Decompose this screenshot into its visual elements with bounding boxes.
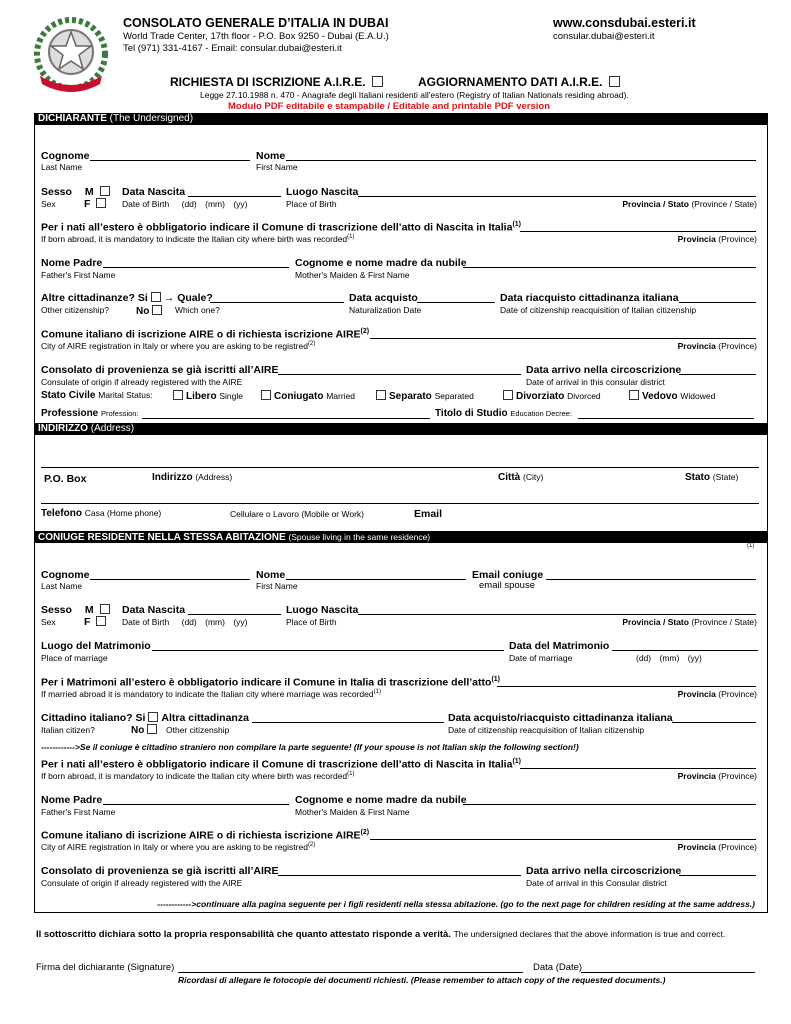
libero-option[interactable] xyxy=(170,390,243,402)
altra-cit-text: Altra cittadinanza xyxy=(161,712,249,724)
sp-consolato-prov-label: Consolato di provenienza se già iscritti all’AIRE xyxy=(41,865,279,877)
yy-hint: (yy) xyxy=(233,199,248,209)
cit-italiano-si-checkbox[interactable] xyxy=(148,712,158,722)
data-field[interactable] xyxy=(583,961,753,972)
no-text: No xyxy=(136,306,150,317)
naturalization-hint: Naturalization Date xyxy=(349,305,422,315)
request-checkbox[interactable] xyxy=(372,76,383,87)
dob-hint-text: Date of Birth xyxy=(122,199,170,209)
sp-dob-hint-text: Date of Birth xyxy=(122,617,170,627)
luogo-matr-line xyxy=(152,650,504,651)
which-one-hint: Which one? xyxy=(175,305,220,315)
data-arrivo-label: Data arrivo nella circoscrizione xyxy=(526,364,682,376)
sup-1c: (1) xyxy=(491,676,500,683)
sup-1-top: (1) xyxy=(747,543,755,549)
provincia-en-3: (Province) xyxy=(718,689,757,699)
pdf-note: Modulo PDF editabile e stampabile / Editable and printable PDF version xyxy=(228,101,550,112)
firma-label: Firma del dichiarante (Signature) xyxy=(36,962,175,973)
prov-stato-text: Provincia / Stato xyxy=(622,199,689,209)
sesso-label xyxy=(41,186,113,198)
update-checkbox[interactable] xyxy=(609,76,620,87)
matr-dd: (dd) xyxy=(636,653,652,663)
website-link[interactable]: www.consdubai.esteri.it xyxy=(553,16,696,30)
cognome-line xyxy=(90,160,250,161)
luogo-nascita-field[interactable] xyxy=(360,185,754,196)
sp-last-name-hint: Last Name xyxy=(41,581,83,591)
sp-cognome-line xyxy=(90,579,250,580)
reacq-hint: Date of citizenship reacquisition of Italian citizenship xyxy=(500,305,697,315)
luogo-nascita-line xyxy=(358,196,756,197)
titolo-line xyxy=(578,418,754,419)
married-text: Married xyxy=(326,391,356,401)
section-dichiarante xyxy=(34,113,768,125)
separato-option[interactable] xyxy=(373,390,474,402)
provincia-hint-5 xyxy=(678,842,757,852)
section-coniuge-sub: (Spouse living in the same residence) xyxy=(288,532,431,542)
libero-checkbox[interactable] xyxy=(173,390,183,400)
sp-comune-aire-hint xyxy=(41,842,315,852)
sp-luogo-nascita-field[interactable] xyxy=(360,603,754,614)
nati-estero-field[interactable] xyxy=(522,220,754,231)
sp-nome-label: Nome xyxy=(256,569,286,581)
data-riacquisto-line xyxy=(679,302,756,303)
nati-estero-line xyxy=(520,231,756,232)
nome-padre-field[interactable] xyxy=(105,256,287,267)
mm-hint: (mm) xyxy=(205,199,225,209)
frame-left xyxy=(34,113,35,913)
sup-2: (2) xyxy=(360,328,370,335)
prov-stato-hint xyxy=(622,199,757,209)
f-text: F xyxy=(84,198,91,210)
sp-dd-hint: (dd) xyxy=(181,617,197,627)
sp-m-text: M xyxy=(84,604,94,616)
provincia-text-4: Provincia xyxy=(677,771,716,781)
luogo-matr-field[interactable] xyxy=(154,639,502,650)
spouse-note: ------------>Se il coniuge è cittadino straniero non compilare la parte seguente! (If your spouse is not Italian skip the following section!) xyxy=(41,742,579,752)
marital-text: Marital Status: xyxy=(98,390,153,400)
matr-estero-field[interactable] xyxy=(499,675,754,686)
sup-1e: (1) xyxy=(512,758,522,765)
nome-line xyxy=(286,160,756,161)
frame-right xyxy=(767,113,768,913)
sp-madre-field[interactable] xyxy=(465,793,754,804)
continue-note: ------------>continuare alla pagina seguente per i figli residenti nella stessa abitazione. (go to the next page for children residing at the same address.) xyxy=(157,899,755,909)
reminder: Ricordasi di allegare le fotocopie dei documenti richiesti. (Please remember to attach copy of the requested documents.) xyxy=(178,975,666,985)
data-matr-line xyxy=(612,650,758,651)
luogo-nascita-label: Luogo Nascita xyxy=(286,186,359,198)
telefono-label xyxy=(41,508,161,519)
education-text: Education Decree: xyxy=(510,409,573,418)
sup-1d: (1) xyxy=(373,689,381,696)
other-citizenship-hint: Other citizenship xyxy=(166,725,230,735)
m-text: M xyxy=(84,186,94,198)
libero-text: Libero xyxy=(186,391,217,402)
firma-field[interactable] xyxy=(180,961,521,972)
sp-sex-f-row xyxy=(84,616,109,628)
place-of-birth-hint: Place of Birth xyxy=(286,199,337,209)
cognome-label: Cognome xyxy=(41,150,90,162)
email-coniuge-label: Email coniuge xyxy=(472,569,544,581)
sp-sesso-label xyxy=(41,604,113,616)
sp-comune-aire-label xyxy=(41,829,369,842)
sp-nati-estero-text: Per i nati all’estero è obbligatorio indicare il Comune di trascrizione dell’atto di Nascita in Italia xyxy=(41,758,513,771)
widowed-text: Widowed xyxy=(680,391,716,401)
data-acq-riacq-field[interactable] xyxy=(674,711,754,722)
sp-comune-aire-line xyxy=(370,839,756,840)
last-name-hint: Last Name xyxy=(41,162,83,172)
consulate-contact: Tel (971) 331-4167 - Email: consular.dubai@esteri.it xyxy=(123,43,342,54)
consolato-prov-hint: Consulate of origin if already registered with the AIRE xyxy=(41,377,243,387)
data-label: Data (Date) xyxy=(533,962,583,973)
matr-mm: (mm) xyxy=(659,653,680,663)
coniugato-option[interactable] xyxy=(258,390,355,402)
home-phone-text: Casa (Home phone) xyxy=(84,508,162,518)
consolato-prov-line xyxy=(278,374,521,375)
single-text: Single xyxy=(219,391,243,401)
sp-data-nascita-line xyxy=(188,614,281,615)
address-line-1 xyxy=(41,467,759,468)
section-dichiarante-sub: (The Undersigned) xyxy=(109,113,194,124)
provincia-hint-1 xyxy=(678,234,757,244)
stato-civile-row xyxy=(41,390,153,401)
coniugato-text: Coniugato xyxy=(274,391,324,402)
section-indirizzo xyxy=(34,423,768,435)
nati-estero-label xyxy=(41,221,521,234)
sp-nome-padre-field[interactable] xyxy=(105,793,287,804)
altre-cit-row xyxy=(41,292,213,304)
sp-data-arrivo-field[interactable] xyxy=(681,864,754,875)
address-text: (Address) xyxy=(195,472,233,482)
provincia-en-2: (Province) xyxy=(718,341,757,351)
declaration-text: Il sottoscritto dichiara sotto la propria responsabilità che quanto attestato risponde a verità. xyxy=(36,929,451,940)
professione-line xyxy=(142,418,430,419)
cit-italiano-text: Cittadino italiano? Si xyxy=(41,712,146,724)
vedovo-option[interactable] xyxy=(626,390,715,402)
sp-data-arrivo-hint: Date of arrival in this Consular district xyxy=(526,878,667,888)
divorziato-checkbox[interactable] xyxy=(503,390,513,400)
separato-text: Separato xyxy=(389,391,432,402)
provincia-en-5: (Province) xyxy=(718,842,757,852)
comune-aire-label xyxy=(41,328,369,341)
sp-sex-f-checkbox[interactable] xyxy=(96,616,106,626)
sup-1b: (1) xyxy=(347,234,355,241)
provincia-en-1: (Province) xyxy=(718,234,757,244)
dd-hint: (dd) xyxy=(181,199,197,209)
date-reacq-hint: Date of citizenship reacquisition of Italian citizenship xyxy=(448,725,645,735)
cit-italiano-no-checkbox[interactable] xyxy=(147,724,157,734)
sp-nome-field[interactable] xyxy=(288,568,464,579)
sp-madre-line xyxy=(463,804,756,805)
nome-padre-line xyxy=(103,267,289,268)
altre-cit-no-checkbox[interactable] xyxy=(152,305,162,315)
title-request xyxy=(170,75,386,89)
data-riacquisto-label: Data riacquisto cittadinanza italiana xyxy=(500,292,679,304)
stato-label xyxy=(685,472,738,483)
section-indirizzo-sub: (Address) xyxy=(90,423,135,434)
sp-nati-estero-line xyxy=(520,768,756,769)
sp-mothers-name-hint: Mother's Maiden & First Name xyxy=(295,807,410,817)
sp-sex-m-checkbox[interactable] xyxy=(100,604,110,614)
indirizzo-text: Indirizzo xyxy=(152,472,193,483)
phone-field[interactable] xyxy=(43,491,757,502)
law-reference: Legge 27.10.1988 n. 470 - Anagrafe degli Italiani residenti all'estero (Registry of Italian Nationals residing abroad). xyxy=(200,90,629,100)
sp-dob-hint xyxy=(122,617,248,627)
data-acquisto-line xyxy=(417,302,495,303)
sp-sex-hint: Sex xyxy=(41,617,56,627)
divorziato-option[interactable] xyxy=(500,390,601,402)
telefono-text: Telefono xyxy=(41,508,82,519)
data-arrivo-hint: Date of arrival in this consular district xyxy=(526,377,665,387)
quale-field[interactable] xyxy=(212,291,342,302)
provincia-text-3: Provincia xyxy=(677,689,716,699)
sp-consolato-prov-field[interactable] xyxy=(280,864,519,875)
provincia-hint-2 xyxy=(678,341,757,351)
data-acq-riacq-label: Data acquisto/riacquisto cittadinanza italiana xyxy=(448,712,673,724)
provincia-hint-3 xyxy=(678,689,757,699)
sex-f-checkbox[interactable] xyxy=(96,198,106,208)
coniugato-checkbox[interactable] xyxy=(261,390,271,400)
sp-data-arrivo-line xyxy=(679,875,756,876)
divorced-text: Divorced xyxy=(567,391,601,401)
sp-cognome-label: Cognome xyxy=(41,569,90,581)
quale-text: → Quale? xyxy=(163,292,213,304)
sp-data-nascita-field[interactable] xyxy=(190,603,280,614)
cell-label: Cellulare o Lavoro (Mobile or Work) xyxy=(230,509,365,519)
titolo-field[interactable] xyxy=(580,407,752,418)
stato-text: Stato xyxy=(685,472,710,483)
title-update-text: AGGIORNAMENTO DATI A.I.R.E. xyxy=(418,75,603,89)
po-box-label: P.O. Box xyxy=(44,473,87,485)
sp-comune-aire-field[interactable] xyxy=(372,828,754,839)
consulate-name: CONSOLATO GENERALE D’ITALIA IN DUBAI xyxy=(123,16,389,30)
fathers-name-hint: Father's First Name xyxy=(41,270,116,280)
altra-cit-field[interactable] xyxy=(254,711,442,722)
vedovo-text: Vedovo xyxy=(642,391,678,402)
profession-text: Profession: xyxy=(101,409,139,418)
citta-text: Città xyxy=(498,472,521,483)
sesso-text: Sesso xyxy=(41,186,72,198)
sp-yy-hint: (yy) xyxy=(233,617,248,627)
madre-line xyxy=(463,267,756,268)
sp-cognome-field[interactable] xyxy=(92,568,248,579)
sp-f-text: F xyxy=(84,616,91,628)
sp-madre-label: Cognome e nome madre da nubile xyxy=(295,794,467,806)
sex-hint: Sex xyxy=(41,199,56,209)
matr-estero-hint xyxy=(41,689,381,699)
sp-luogo-nascita-line xyxy=(358,614,756,615)
titolo-row xyxy=(435,408,572,419)
altre-cit-text: Altre cittadinanze? Si xyxy=(41,292,148,304)
nati-estero-hint xyxy=(41,234,355,244)
matr-date-format xyxy=(636,653,702,663)
place-marriage-hint: Place of marriage xyxy=(41,653,108,663)
nati-estero-en: If born abroad, it is mandatory to indicate the Italian city where birth was recorded xyxy=(41,234,348,244)
vedovo-checkbox[interactable] xyxy=(629,390,639,400)
matr-estero-en: If married abroad it is mandatory to indicate the Italian city where marriage was recorded xyxy=(41,689,374,699)
quale-line xyxy=(210,302,344,303)
other-cit-hint: Other citizenship? xyxy=(41,305,110,315)
sp-nati-estero-field[interactable] xyxy=(522,757,754,768)
provincia-text-1: Provincia xyxy=(677,234,716,244)
sp-prov-stato-hint xyxy=(622,617,757,627)
citta-label xyxy=(498,472,543,483)
declaration-en: The undersigned declares that the above information is true and correct. xyxy=(453,929,726,939)
email-coniuge-line xyxy=(546,579,756,580)
first-name-hint: First Name xyxy=(256,162,298,172)
professione-row xyxy=(41,408,139,419)
provincia-text-2: Provincia xyxy=(677,341,716,351)
declaration xyxy=(36,929,725,940)
professione-field[interactable] xyxy=(144,407,428,418)
email-link[interactable]: consular.dubai@esteri.it xyxy=(553,31,655,42)
data-line xyxy=(581,972,755,973)
sp-nati-estero-label xyxy=(41,758,521,771)
data-acquisto-label: Data acquisto xyxy=(349,292,418,304)
section-coniuge-label: CONIUGE RESIDENTE NELLA STESSA ABITAZIONE xyxy=(38,532,286,543)
altre-cit-si-checkbox[interactable] xyxy=(151,292,161,302)
frame-bottom xyxy=(34,912,768,913)
divorziato-text: Divorziato xyxy=(516,391,565,402)
madre-label: Cognome e nome madre da nubile xyxy=(295,257,467,269)
sup-1f: (1) xyxy=(347,771,355,778)
sup-2b: (2) xyxy=(307,341,316,348)
sp-nati-estero-hint xyxy=(41,771,355,781)
matr-yy: (yy) xyxy=(687,653,702,663)
prov-stato-en: (Province / State) xyxy=(691,199,757,209)
sup-2c: (2) xyxy=(360,829,370,836)
data-acq-riacq-line xyxy=(672,722,756,723)
sex-f-row xyxy=(84,198,109,210)
italian-emblem-icon xyxy=(30,14,112,98)
sp-luogo-nascita-label: Luogo Nascita xyxy=(286,604,359,616)
sp-first-name-hint: First Name xyxy=(256,581,298,591)
cit-italiano-row xyxy=(41,712,249,724)
provincia-hint-4 xyxy=(678,771,757,781)
no-row xyxy=(136,305,165,317)
sp-sesso-text: Sesso xyxy=(41,604,72,616)
title-request-text: RICHIESTA DI ISCRIZIONE A.I.R.E. xyxy=(170,75,366,89)
firma-line xyxy=(178,972,523,973)
sp-prov-stato-en: (Province / State) xyxy=(691,617,757,627)
comune-aire-text: Comune italiano di iscrizione AIRE o di richiesta iscrizione AIRE xyxy=(41,328,361,341)
sp-data-nascita-label: Data Nascita xyxy=(122,604,186,616)
cit-no-text: No xyxy=(131,725,145,736)
data-matr-label: Data del Matrimonio xyxy=(509,640,610,652)
sp-nome-padre-line xyxy=(103,804,289,805)
mothers-name-hint: Mother's Maiden & First Name xyxy=(295,270,410,280)
comune-aire-en: City of AIRE registration in Italy or where you are asking to be registred xyxy=(41,341,308,351)
phone-line xyxy=(41,503,759,504)
data-nascita-line xyxy=(188,196,281,197)
address-field-1[interactable] xyxy=(43,455,757,466)
matr-estero-line xyxy=(497,686,756,687)
section-indirizzo-label: INDIRIZZO xyxy=(38,423,88,434)
sp-comune-aire-en: City of AIRE registration in Italy or where you are asking to be registred xyxy=(41,842,308,852)
indirizzo-label xyxy=(152,472,232,483)
professione-text: Professione xyxy=(41,408,99,419)
provincia-en-4: (Province) xyxy=(718,771,757,781)
sp-comune-aire-text: Comune italiano di iscrizione AIRE o di richiesta iscrizione AIRE xyxy=(41,829,361,842)
nati-estero-text: Per i nati all’estero è obbligatorio indicare il Comune di trascrizione dell’atto di Nascita in Italia xyxy=(41,221,513,234)
sup-1: (1) xyxy=(512,221,522,228)
sp-nome-padre-label: Nome Padre xyxy=(41,794,103,806)
comune-aire-line xyxy=(370,338,756,339)
provincia-text-5: Provincia xyxy=(677,842,716,852)
section-dichiarante-label: DICHIARANTE xyxy=(38,113,107,124)
titolo-text: Titolo di Studio xyxy=(435,408,508,419)
cit-no-row xyxy=(131,724,160,736)
separato-checkbox[interactable] xyxy=(376,390,386,400)
sup-2d: (2) xyxy=(307,842,316,849)
city-text: (City) xyxy=(523,472,544,482)
sp-data-arrivo-label: Data arrivo nella circoscrizione xyxy=(526,865,682,877)
sp-place-of-birth-hint: Place of Birth xyxy=(286,617,337,627)
email-spouse-hint: email spouse xyxy=(479,580,535,591)
date-marriage-hint: Date of marriage xyxy=(509,653,573,663)
altra-cit-line xyxy=(252,722,444,723)
state-text: (State) xyxy=(712,472,739,482)
consolato-prov-label: Consolato di provenienza se già iscritti all’AIRE xyxy=(41,364,279,376)
separated-text: Separated xyxy=(434,391,474,401)
sp-mm-hint: (mm) xyxy=(205,617,225,627)
consolato-prov-field[interactable] xyxy=(280,363,519,374)
nome-field[interactable] xyxy=(288,149,754,160)
comune-aire-hint xyxy=(41,341,315,351)
sp-prov-stato-text: Provincia / Stato xyxy=(622,617,689,627)
sp-consolato-prov-hint: Consulate of origin if already registered with the AIRE xyxy=(41,878,243,888)
sp-nome-line xyxy=(286,579,466,580)
comune-aire-field[interactable] xyxy=(372,327,754,338)
data-riacquisto-field[interactable] xyxy=(681,291,754,302)
data-nascita-label: Data Nascita xyxy=(122,186,186,198)
matr-estero-text: Per i Matrimoni all’estero è obbligatorio indicare il Comune in Italia di trascrizione dell’atto xyxy=(41,676,492,689)
title-update xyxy=(418,75,623,89)
cognome-field[interactable] xyxy=(92,149,248,160)
data-arrivo-field[interactable] xyxy=(681,363,754,374)
sex-m-checkbox[interactable] xyxy=(100,186,110,196)
nome-label: Nome xyxy=(256,150,286,162)
consulate-address: World Trade Center, 17th floor - P.O. Box 9250 - Dubai (E.A.U.) xyxy=(123,31,389,42)
data-matr-field[interactable] xyxy=(614,639,756,650)
italian-citizen-hint: Italian citizen? xyxy=(41,725,95,735)
data-acquisto-field[interactable] xyxy=(419,291,493,302)
sp-consolato-prov-line xyxy=(278,875,521,876)
email-coniuge-field[interactable] xyxy=(548,568,754,579)
sp-nati-estero-en: If born abroad, it is mandatory to indicate the Italian city where birth was recorded xyxy=(41,771,348,781)
data-nascita-field[interactable] xyxy=(190,185,280,196)
email-label: Email xyxy=(414,508,443,520)
luogo-matr-label: Luogo del Matrimonio xyxy=(41,640,151,652)
stato-civile-text: Stato Civile xyxy=(41,390,96,401)
dob-hint xyxy=(122,199,248,209)
madre-field[interactable] xyxy=(465,256,754,267)
nome-padre-label: Nome Padre xyxy=(41,257,103,269)
section-coniuge xyxy=(34,531,768,543)
matr-estero-label xyxy=(41,676,500,689)
sp-fathers-name-hint: Father's First Name xyxy=(41,807,116,817)
data-arrivo-line xyxy=(679,374,756,375)
